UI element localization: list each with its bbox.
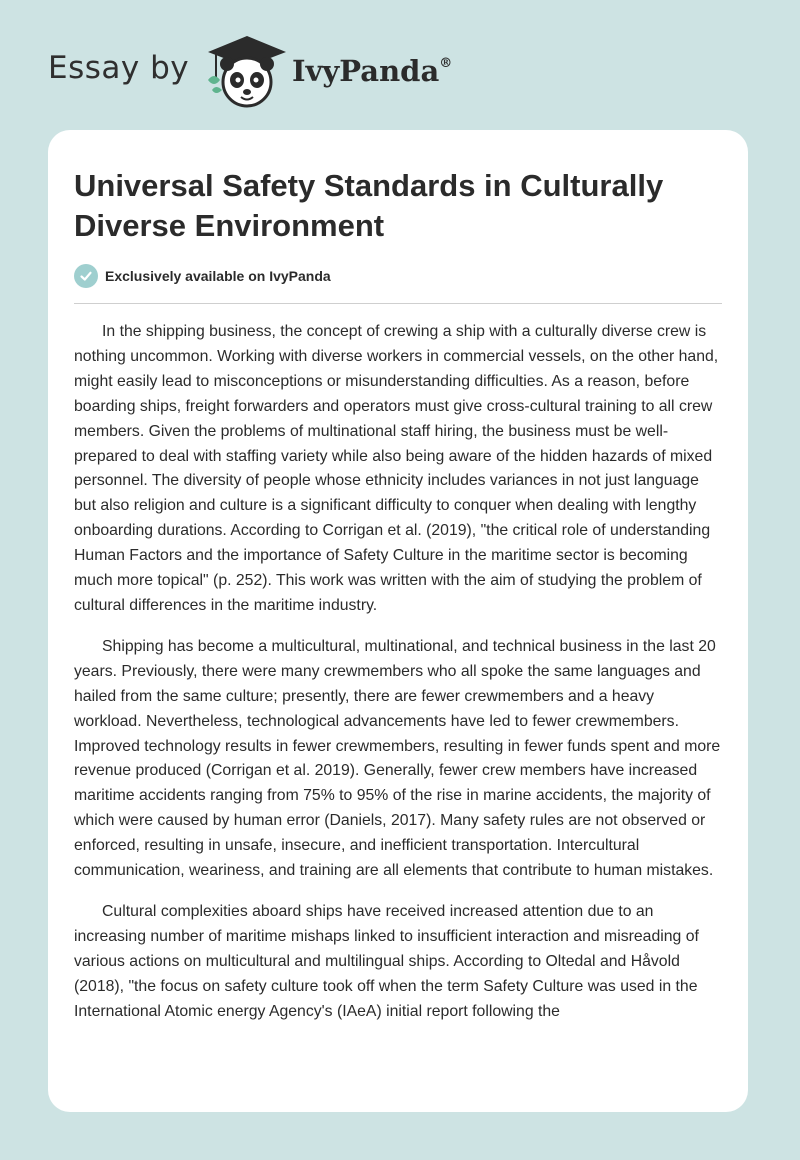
- check-circle-icon: [74, 264, 98, 288]
- essay-card: [48, 130, 748, 1112]
- exclusive-badge: [74, 263, 331, 289]
- site-header: [48, 34, 548, 110]
- essay-by-label: Essay by: [48, 50, 190, 86]
- panda-graduate-icon[interactable]: [204, 34, 290, 110]
- divider: [74, 303, 722, 304]
- page-title: Universal Safety Standards in Culturally Diverse Environment: [74, 168, 664, 243]
- essay-body: [74, 320, 724, 1040]
- exclusive-badge-label: Exclusively available on IvyPanda: [105, 268, 331, 284]
- paragraph: Shipping has become a multicultural, multinational, and technical business in the last 20 years. Previously, there were many crewmembers who all spoke the same languages and hailed from the same culture; presently, there are fewer crewmembers and a heavy workload. Nevertheless, technological advancements have led to fewer crewmembers. Improved technology results in fewer crewmembers, resulting in fewer funds spent and more revenue produced (Corrigan et al. 2019). Generally, fewer crew members have increased maritime accidents ranging from 75% to 95% of the rise in marine accidents, the majority of which were caused by human error (Daniels, 2017). Many safety rules are not observed or enforced, resulting in unsafe, insecure, and inefficient transportation. Intercultural communication, weariness, and training are all elements that contribute to human mistakes.: [74, 637, 721, 880]
- paragraph: Cultural complexities aboard ships have received increased attention due to an increasing number of maritime mishaps linked to insufficient interaction and misreading of various actions on multicultural and multilingual ships. According to Oltedal and Håvold (2018), "the focus on safety culture took off when the term Safety Culture was used in the International Atomic energy Agency's (IAeA) initial report following the: [74, 902, 699, 1020]
- logo-text[interactable]: IvyPanda®: [292, 54, 453, 88]
- paragraph: In the shipping business, the concept of crewing a ship with a culturally diverse crew is nothing uncommon. Working with diverse workers in commercial vessels, on the other hand, might easily lead to misconceptions or misunderstanding difficulties. As a reason, before boarding ships, freight forwarders and operators must give cross-cultural training to all crew members. Given the problems of multinational staff hiring, the business must be well-prepared to deal with staffing variety while also being aware of the hidden hazards of mixed personnel. The diversity of people whose ethnicity includes variances in not just language but also religion and culture is a significant difficulty to conquer when dealing with lengthy onboarding durations. According to Corrigan et al. (2019), "the critical role of understanding Human Factors and the importance of Safety Culture in the maritime sector is becoming much more topical" (p. 252). This work was written with the aim of studying the problem of cultural differences in the maritime industry.: [74, 323, 719, 614]
